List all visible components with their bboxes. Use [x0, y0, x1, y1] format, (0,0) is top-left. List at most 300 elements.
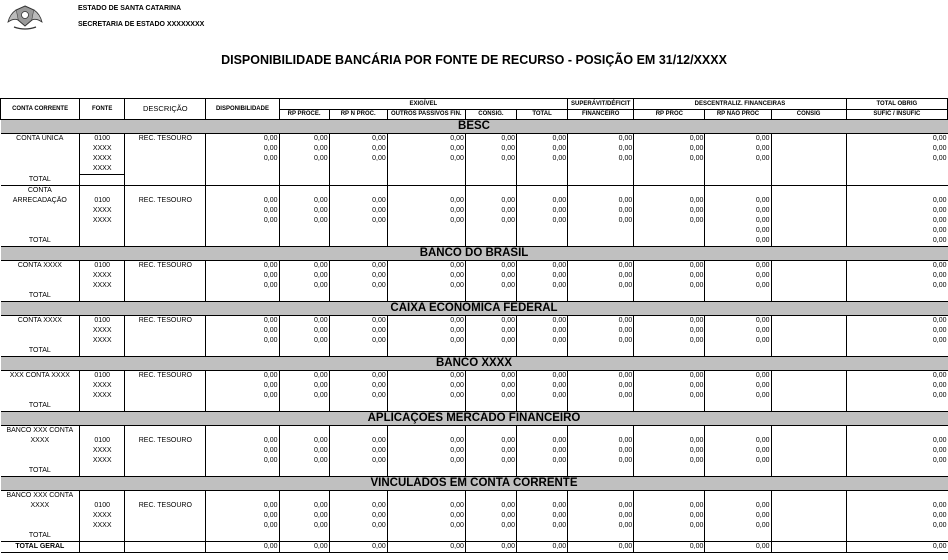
value-cell: 0,00 [568, 326, 634, 336]
value-cell: 0,00 [634, 316, 705, 327]
value-cell: 0,00 [206, 371, 279, 382]
value-cell [329, 226, 387, 236]
value-cell: 0,00 [568, 144, 634, 154]
value-cell [771, 466, 846, 477]
value-cell [846, 346, 947, 357]
value-cell [279, 226, 329, 236]
value-cell [771, 371, 846, 382]
value-cell: 0,00 [516, 456, 567, 466]
value-cell: 0,00 [568, 521, 634, 531]
value-cell: 0,00 [329, 144, 387, 154]
fonte-cell: XXXX [80, 326, 125, 336]
conta-cell [1, 144, 80, 154]
value-cell: 0,00 [634, 196, 705, 206]
value-cell [516, 164, 567, 175]
descricao-cell: REC. TESOURO [125, 196, 206, 206]
value-cell: 0,00 [705, 456, 771, 466]
value-cell [771, 144, 846, 154]
value-cell [705, 491, 771, 502]
descricao-cell [125, 236, 206, 247]
value-cell: 0,00 [846, 226, 947, 236]
value-cell: 0,00 [516, 511, 567, 521]
value-cell: 0,00 [634, 336, 705, 346]
value-cell [771, 186, 846, 197]
value-cell [279, 186, 329, 197]
value-cell [634, 531, 705, 542]
value-cell [387, 175, 465, 186]
table-row [1, 196, 948, 206]
conta-cell: BANCO XXX CONTA [6, 492, 74, 499]
descricao-cell [125, 521, 206, 531]
value-cell: 0,00 [387, 144, 465, 154]
col-fonte: FONTE [80, 99, 125, 120]
value-cell [387, 346, 465, 357]
value-cell: 0,00 [387, 261, 465, 272]
conta-cell: ARRECADAÇÃO [12, 197, 67, 204]
table-header-row [1, 99, 948, 110]
value-cell [771, 291, 846, 302]
value-cell: 0,00 [279, 456, 329, 466]
value-cell: 0,00 [516, 501, 567, 511]
descricao-cell: REC. TESOURO [125, 371, 206, 382]
value-cell [465, 186, 516, 197]
descricao-cell [125, 381, 206, 391]
value-cell: 0,00 [705, 144, 771, 154]
value-cell [279, 346, 329, 357]
value-cell: 0,00 [846, 381, 947, 391]
value-cell [516, 175, 567, 186]
conta-cell: BANCO XXX CONTA [6, 427, 74, 434]
value-cell: 0,00 [516, 261, 567, 272]
descricao-cell [125, 456, 206, 466]
value-cell [568, 175, 634, 186]
fonte-cell: XXXX [80, 216, 125, 226]
value-cell [846, 186, 947, 197]
grand-total-label: TOTAL GERAL [1, 542, 80, 553]
value-cell [568, 401, 634, 412]
value-cell: 0,00 [206, 456, 279, 466]
col-descricao: DESCRIÇÃO [125, 99, 206, 120]
value-cell [846, 426, 947, 437]
value-cell [568, 236, 634, 247]
col-disponibilidade: DISPONIBILIDADE [206, 99, 279, 120]
value-cell [634, 164, 705, 175]
fonte-cell [80, 542, 125, 553]
sub-rp-proce: RP PROCE. [279, 110, 329, 120]
value-cell: 0,00 [279, 381, 329, 391]
descricao-cell [125, 346, 206, 357]
conta-cell [1, 391, 80, 401]
value-cell [516, 236, 567, 247]
descricao-cell [125, 154, 206, 164]
value-cell: 0,00 [634, 206, 705, 216]
value-cell: 0,00 [634, 371, 705, 382]
descricao-cell [125, 144, 206, 154]
value-cell: 0,00 [465, 501, 516, 511]
value-cell [771, 436, 846, 446]
value-cell [568, 531, 634, 542]
descricao-cell: REC. TESOURO [125, 316, 206, 327]
value-cell: 0,00 [634, 134, 705, 145]
section-title: CAIXA ECONÔMICA FEDERAL [1, 302, 948, 316]
total-label: TOTAL [1, 291, 80, 302]
value-cell [329, 164, 387, 175]
value-cell [387, 164, 465, 175]
table-row [1, 271, 948, 281]
section-header [1, 412, 948, 426]
value-cell [387, 226, 465, 236]
value-cell [771, 261, 846, 272]
table-row [1, 381, 948, 391]
value-cell: 0,00 [279, 134, 329, 145]
conta-cell [1, 336, 80, 346]
value-cell: 0,00 [634, 281, 705, 291]
value-cell: 0,00 [705, 216, 771, 226]
value-cell: 0,00 [634, 391, 705, 401]
descricao-cell [125, 226, 206, 236]
value-cell [465, 291, 516, 302]
value-cell [329, 491, 387, 502]
value-cell: 0,00 [568, 134, 634, 145]
value-cell: 0,00 [206, 381, 279, 391]
value-cell [771, 226, 846, 236]
value-cell [568, 346, 634, 357]
value-cell: 0,00 [387, 511, 465, 521]
value-cell: 0,00 [387, 521, 465, 531]
value-cell: 0,00 [634, 144, 705, 154]
total-row [1, 401, 948, 412]
value-cell: 0,00 [705, 542, 771, 553]
value-cell: 0,00 [634, 511, 705, 521]
secretariat-name: SECRETARIA DE ESTADO XXXXXXXX [78, 21, 205, 28]
value-cell [634, 401, 705, 412]
value-cell: 0,00 [206, 206, 279, 216]
value-cell: 0,00 [846, 271, 947, 281]
fonte-cell: XXXX [80, 446, 125, 456]
value-cell [329, 236, 387, 247]
value-cell: 0,00 [279, 154, 329, 164]
value-cell [206, 531, 279, 542]
value-cell [279, 291, 329, 302]
value-cell: 0,00 [634, 154, 705, 164]
conta-cell: CONTA ÚNICA [16, 135, 64, 142]
value-cell: 0,00 [206, 144, 279, 154]
fonte-cell: XXXX [80, 456, 125, 466]
value-cell [771, 175, 846, 186]
table-row [1, 134, 948, 145]
value-cell: 0,00 [206, 216, 279, 226]
value-cell: 0,00 [516, 436, 567, 446]
value-cell: 0,00 [705, 371, 771, 382]
fonte-cell: 0100 [80, 134, 125, 145]
value-cell: 0,00 [634, 436, 705, 446]
total-label: TOTAL [1, 531, 80, 542]
coat-of-arms-logo [6, 4, 44, 30]
value-cell: 0,00 [846, 316, 947, 327]
value-cell [465, 175, 516, 186]
conta-cell [1, 206, 80, 216]
value-cell [634, 491, 705, 502]
value-cell: 0,00 [568, 281, 634, 291]
conta-cell [1, 521, 80, 531]
value-cell [329, 401, 387, 412]
value-cell [705, 291, 771, 302]
value-cell: 0,00 [387, 336, 465, 346]
fonte-cell [80, 426, 125, 437]
conta-cell [1, 456, 80, 466]
sub-financeiro: FINANCEIRO [568, 110, 634, 120]
value-cell: 0,00 [568, 261, 634, 272]
value-cell: 0,00 [206, 316, 279, 327]
value-cell [206, 291, 279, 302]
value-cell: 0,00 [465, 542, 516, 553]
table-row [1, 491, 948, 502]
total-label: TOTAL [1, 466, 80, 477]
value-cell [568, 426, 634, 437]
value-cell: 0,00 [568, 154, 634, 164]
value-cell [387, 186, 465, 197]
value-cell: 0,00 [705, 271, 771, 281]
col-exigivel: EXIGÍVEL [279, 99, 568, 110]
descricao-cell [125, 175, 206, 186]
value-cell: 0,00 [568, 446, 634, 456]
value-cell: 0,00 [846, 144, 947, 154]
fonte-cell: 0100 [80, 436, 125, 446]
value-cell [634, 426, 705, 437]
value-cell [705, 401, 771, 412]
value-cell: 0,00 [279, 436, 329, 446]
fonte-cell: XXXX [80, 144, 125, 154]
value-cell: 0,00 [387, 316, 465, 327]
value-cell: 0,00 [465, 336, 516, 346]
value-cell: 0,00 [705, 154, 771, 164]
value-cell: 0,00 [634, 326, 705, 336]
value-cell [771, 491, 846, 502]
table-row [1, 154, 948, 164]
value-cell [771, 381, 846, 391]
value-cell: 0,00 [465, 436, 516, 446]
conta-cell: CONTA XXXX [17, 317, 62, 324]
table-row [1, 371, 948, 382]
value-cell: 0,00 [846, 261, 947, 272]
descricao-cell [125, 336, 206, 346]
value-cell: 0,00 [846, 336, 947, 346]
table-row [1, 511, 948, 521]
value-cell: 0,00 [387, 154, 465, 164]
value-cell [465, 466, 516, 477]
value-cell: 0,00 [387, 542, 465, 553]
value-cell: 0,00 [568, 501, 634, 511]
value-cell [206, 164, 279, 175]
value-cell: 0,00 [516, 391, 567, 401]
value-cell: 0,00 [705, 326, 771, 336]
report-title: DISPONIBILIDADE BANCÁRIA POR FONTE DE RECURSO - POSIÇÃO EM 31/12/XXXX [221, 53, 727, 67]
value-cell: 0,00 [279, 446, 329, 456]
value-cell [705, 186, 771, 197]
value-cell: 0,00 [465, 134, 516, 145]
value-cell [387, 426, 465, 437]
table-row [1, 336, 948, 346]
sub-outros: OUTROS PASSIVOS FIN. [387, 110, 465, 120]
conta-cell: CONTA [27, 187, 52, 194]
value-cell [705, 175, 771, 186]
value-cell [568, 466, 634, 477]
value-cell: 0,00 [705, 196, 771, 206]
fonte-cell [80, 531, 125, 542]
section-header [1, 477, 948, 491]
value-cell [279, 175, 329, 186]
value-cell: 0,00 [516, 326, 567, 336]
value-cell: 0,00 [846, 236, 947, 247]
value-cell [705, 531, 771, 542]
value-cell: 0,00 [634, 381, 705, 391]
value-cell: 0,00 [568, 271, 634, 281]
section-header [1, 302, 948, 316]
value-cell [705, 164, 771, 175]
grand-total-row [1, 542, 948, 553]
table-row [1, 436, 948, 446]
value-cell: 0,00 [846, 196, 947, 206]
table-row [1, 216, 948, 226]
value-cell: 0,00 [516, 446, 567, 456]
value-cell [771, 216, 846, 226]
value-cell: 0,00 [846, 542, 947, 553]
value-cell [846, 291, 947, 302]
descricao-cell [125, 511, 206, 521]
value-cell: 0,00 [387, 206, 465, 216]
value-cell [387, 491, 465, 502]
value-cell [516, 426, 567, 437]
value-cell [206, 346, 279, 357]
value-cell [568, 186, 634, 197]
value-cell [846, 164, 947, 175]
value-cell: 0,00 [846, 154, 947, 164]
value-cell: 0,00 [279, 521, 329, 531]
value-cell: 0,00 [206, 511, 279, 521]
value-cell: 0,00 [329, 542, 387, 553]
value-cell: 0,00 [568, 371, 634, 382]
value-cell: 0,00 [516, 134, 567, 145]
value-cell: 0,00 [329, 216, 387, 226]
value-cell [329, 186, 387, 197]
value-cell [516, 531, 567, 542]
value-cell: 0,00 [465, 281, 516, 291]
value-cell: 0,00 [387, 196, 465, 206]
value-cell: 0,00 [465, 511, 516, 521]
value-cell [771, 316, 846, 327]
descricao-cell [125, 446, 206, 456]
value-cell [771, 196, 846, 206]
descricao-cell [125, 491, 206, 502]
value-cell: 0,00 [634, 216, 705, 226]
value-cell: 0,00 [465, 196, 516, 206]
value-cell [465, 401, 516, 412]
value-cell [568, 164, 634, 175]
value-cell: 0,00 [206, 196, 279, 206]
value-cell: 0,00 [568, 436, 634, 446]
value-cell: 0,00 [846, 391, 947, 401]
value-cell: 0,00 [206, 154, 279, 164]
value-cell [516, 226, 567, 236]
value-cell: 0,00 [634, 542, 705, 553]
value-cell [279, 531, 329, 542]
value-cell: 0,00 [568, 511, 634, 521]
value-cell: 0,00 [465, 391, 516, 401]
value-cell: 0,00 [634, 501, 705, 511]
value-cell [465, 226, 516, 236]
value-cell [279, 491, 329, 502]
value-cell: 0,00 [329, 261, 387, 272]
descricao-cell [125, 326, 206, 336]
value-cell: 0,00 [279, 336, 329, 346]
value-cell [771, 426, 846, 437]
value-cell: 0,00 [516, 271, 567, 281]
value-cell: 0,00 [279, 511, 329, 521]
value-cell: 0,00 [705, 511, 771, 521]
value-cell: 0,00 [634, 271, 705, 281]
conta-cell [1, 226, 80, 236]
value-cell: 0,00 [846, 216, 947, 226]
value-cell [206, 401, 279, 412]
value-cell: 0,00 [279, 196, 329, 206]
value-cell [634, 236, 705, 247]
value-cell: 0,00 [705, 134, 771, 145]
fonte-cell: XXXX [80, 154, 125, 164]
value-cell [771, 164, 846, 175]
value-cell: 0,00 [329, 196, 387, 206]
value-cell: 0,00 [705, 381, 771, 391]
value-cell: 0,00 [387, 281, 465, 291]
value-cell [846, 466, 947, 477]
value-cell: 0,00 [465, 371, 516, 382]
value-cell: 0,00 [206, 271, 279, 281]
table-row [1, 261, 948, 272]
conta-cell [1, 511, 80, 521]
total-row [1, 531, 948, 542]
value-cell: 0,00 [329, 371, 387, 382]
value-cell [634, 466, 705, 477]
value-cell: 0,00 [705, 206, 771, 216]
value-cell: 0,00 [846, 446, 947, 456]
table-row [1, 391, 948, 401]
value-cell [516, 186, 567, 197]
value-cell: 0,00 [705, 316, 771, 327]
value-cell: 0,00 [568, 391, 634, 401]
value-cell: 0,00 [387, 381, 465, 391]
total-row [1, 236, 948, 247]
col-superavit: SUPERÁVIT/DÉFICIT [568, 99, 634, 110]
value-cell [771, 271, 846, 281]
value-cell: 0,00 [846, 436, 947, 446]
value-cell: 0,00 [516, 542, 567, 553]
value-cell [568, 291, 634, 302]
value-cell: 0,00 [279, 391, 329, 401]
table-body [1, 120, 948, 553]
value-cell: 0,00 [568, 456, 634, 466]
table-row [1, 426, 948, 437]
value-cell: 0,00 [846, 371, 947, 382]
value-cell: 0,00 [568, 316, 634, 327]
value-cell: 0,00 [329, 316, 387, 327]
total-row [1, 291, 948, 302]
value-cell: 0,00 [329, 206, 387, 216]
conta-cell [1, 216, 80, 226]
value-cell: 0,00 [634, 521, 705, 531]
conta-cell: XXXX [30, 437, 50, 444]
value-cell: 0,00 [465, 381, 516, 391]
descricao-cell [125, 391, 206, 401]
value-cell [771, 531, 846, 542]
